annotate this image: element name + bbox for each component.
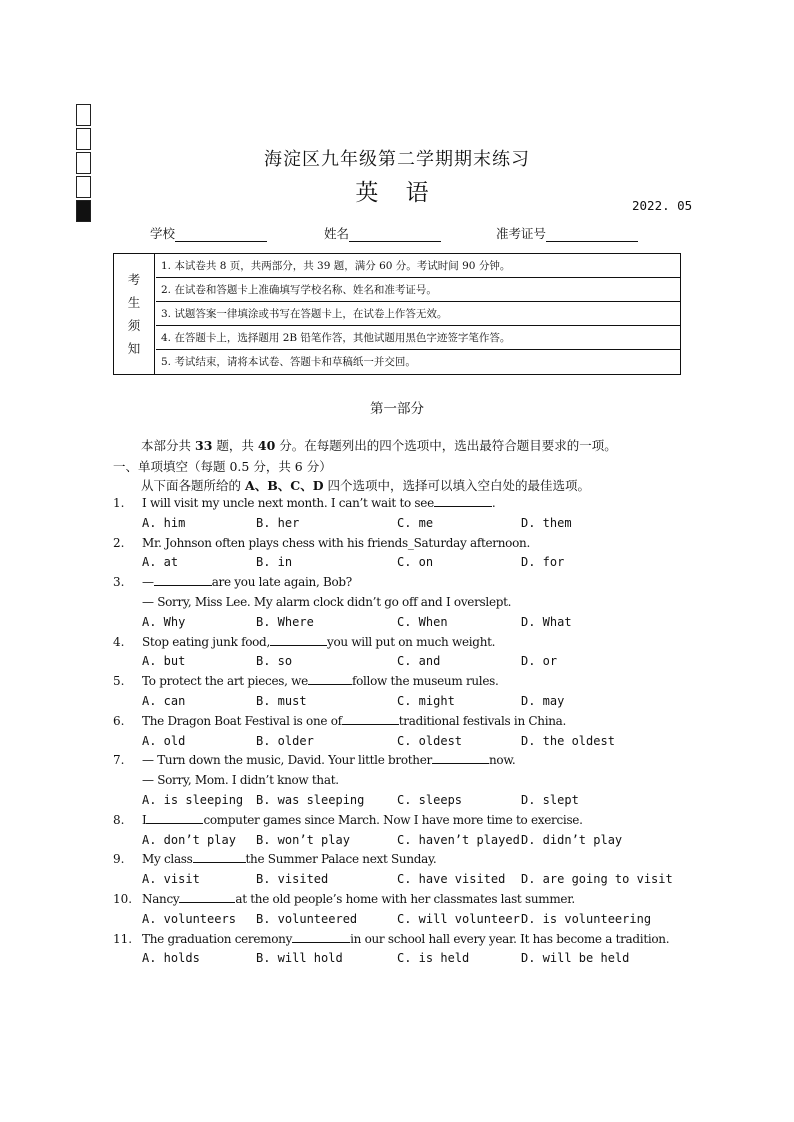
answer-blank[interactable] bbox=[292, 930, 350, 943]
part-instructions bbox=[141, 436, 617, 454]
answer-option[interactable]: D. What bbox=[521, 614, 572, 629]
answer-blank[interactable] bbox=[193, 850, 246, 863]
question-stem-line2 bbox=[113, 593, 673, 613]
question-list bbox=[113, 494, 673, 969]
answer-option[interactable]: C. haven’t played bbox=[397, 832, 520, 847]
school-field-label: 学校 bbox=[150, 226, 176, 241]
notice-item: 2. 在试卷和答题卡上准确填写学校名称、姓名和准考证号。 bbox=[156, 278, 680, 302]
question-text-after: traditional festivals in China. bbox=[398, 713, 567, 728]
answer-option[interactable]: D. or bbox=[521, 654, 558, 669]
answer-option[interactable]: D. didn’t play bbox=[521, 832, 623, 847]
notice-label-char: 生 bbox=[127, 295, 141, 310]
question-text bbox=[142, 633, 495, 653]
answer-option[interactable]: C. might bbox=[397, 693, 455, 708]
answer-option[interactable]: D. are going to visit bbox=[521, 872, 673, 887]
exam-date: 2022. 05 bbox=[632, 198, 693, 213]
answer-option[interactable]: C. have visited bbox=[397, 872, 506, 887]
question-options bbox=[113, 791, 673, 811]
question-number: 2. bbox=[113, 535, 125, 550]
exam-title: 海淀区九年级第二学期期末练习 bbox=[264, 149, 530, 170]
answer-option[interactable]: D. will be held bbox=[521, 951, 630, 966]
question-text-before: I bbox=[142, 812, 147, 827]
instr-text: 分。在每题列出的四个选项中，选出最符合题目要求的一项。 bbox=[279, 438, 617, 453]
answer-blank[interactable] bbox=[146, 811, 203, 824]
question-number: 1. bbox=[113, 496, 125, 510]
answer-option[interactable]: B. won’t play bbox=[256, 832, 350, 847]
question-stem bbox=[113, 494, 673, 514]
notice-item: 3. 试题答案一律填涂或书写在答题卡上，在试卷上作答无效。 bbox=[156, 302, 680, 326]
answer-option[interactable]: A. don’t play bbox=[142, 832, 236, 847]
question-text-after: now. bbox=[488, 753, 516, 768]
answer-option[interactable]: A. holds bbox=[142, 951, 200, 966]
name-field[interactable] bbox=[324, 224, 441, 242]
question-text bbox=[142, 573, 352, 593]
question-stem bbox=[113, 712, 673, 732]
question-stem bbox=[113, 672, 673, 692]
question-text-before: Nancy bbox=[142, 891, 180, 906]
answer-option[interactable]: C. will volunteer bbox=[397, 911, 520, 926]
question-text-before: Stop eating junk food, bbox=[142, 634, 270, 649]
answer-option[interactable]: A. visit bbox=[142, 872, 200, 887]
question-number: 3. bbox=[113, 575, 125, 590]
answer-option[interactable]: B. in bbox=[256, 555, 293, 570]
answer-option[interactable]: B. so bbox=[256, 654, 293, 669]
question-text-after: . bbox=[491, 496, 496, 510]
answer-option[interactable]: A. at bbox=[142, 555, 179, 570]
answer-option[interactable]: B. must bbox=[256, 693, 307, 708]
answer-blank[interactable] bbox=[434, 494, 492, 507]
answer-option[interactable]: C. me bbox=[397, 515, 434, 530]
question-stem bbox=[113, 751, 673, 771]
answer-option[interactable]: B. Where bbox=[256, 614, 314, 629]
notice-item: 1. 本试卷共 8 页，共两部分，共 39 题，满分 60 分。考试时间 90 分钟。 bbox=[156, 254, 680, 278]
section-title: 一、单项填空（每题 0.5 分，共 6 分） bbox=[113, 459, 332, 474]
question-text bbox=[142, 672, 499, 692]
question-options bbox=[113, 831, 673, 851]
answer-option[interactable]: C. oldest bbox=[397, 733, 463, 748]
answer-option[interactable]: C. sleeps bbox=[397, 792, 463, 807]
answer-option[interactable]: B. visited bbox=[256, 872, 329, 887]
question-number: 10. bbox=[113, 891, 133, 906]
answer-blank[interactable] bbox=[270, 633, 327, 646]
question-number: 4. bbox=[113, 634, 125, 649]
question-stem bbox=[113, 850, 673, 870]
notice-list bbox=[156, 254, 680, 374]
question-number: 7. bbox=[113, 753, 125, 768]
school-field[interactable] bbox=[150, 224, 267, 242]
instr-count: 33 bbox=[195, 438, 213, 453]
question-text-after: the Summer Palace next Sunday. bbox=[245, 852, 437, 867]
question-stem bbox=[113, 930, 673, 950]
question-options bbox=[113, 910, 673, 930]
answer-option[interactable]: C. on bbox=[397, 555, 434, 570]
question-text: — Sorry, Miss Lee. My alarm clock didn’t go off and I overslept. bbox=[142, 594, 512, 609]
answer-option[interactable]: B. volunteered bbox=[256, 911, 358, 926]
question-number: 8. bbox=[113, 812, 125, 827]
question-number: 11. bbox=[113, 931, 133, 946]
question-text-after: in our school hall every year. It has become a tradition. bbox=[350, 931, 670, 946]
question-options bbox=[113, 514, 673, 534]
notice-item: 4. 在答题卡上，选择题用 2B 铅笔作答，其他试题用黑色字迹签字笔作答。 bbox=[156, 326, 680, 350]
answer-option[interactable]: C. When bbox=[397, 614, 448, 629]
question-text-before: — bbox=[142, 575, 154, 590]
question-text bbox=[142, 811, 583, 831]
question-options bbox=[113, 732, 673, 752]
question-text-after: computer games since March. Now I have more time to exercise. bbox=[203, 812, 583, 827]
sec-instr-letters: A、B、C、D bbox=[245, 478, 324, 493]
question-text: — Sorry, Mom. I didn’t know that. bbox=[142, 773, 339, 788]
question-text-after: you will put on much weight. bbox=[326, 634, 496, 649]
answer-option[interactable]: A. old bbox=[142, 733, 186, 748]
side-box bbox=[76, 104, 91, 126]
question-stem bbox=[113, 633, 673, 653]
notice-label-char: 须 bbox=[127, 318, 141, 333]
answer-option[interactable]: D. may bbox=[521, 693, 565, 708]
sec-instr-text: 四个选项中，选择可以填入空白处的最佳选项。 bbox=[327, 478, 591, 493]
answer-blank[interactable] bbox=[342, 712, 399, 725]
question-stem bbox=[113, 573, 673, 593]
school-field-line[interactable] bbox=[175, 228, 267, 242]
exam-notice-box bbox=[113, 253, 681, 375]
answer-blank[interactable] bbox=[154, 573, 212, 586]
question-text-before: The graduation ceremony bbox=[142, 931, 293, 946]
answer-option[interactable]: B. older bbox=[256, 733, 314, 748]
answer-option[interactable]: A. can bbox=[142, 693, 186, 708]
answer-blank[interactable] bbox=[432, 751, 489, 764]
question-options bbox=[113, 613, 673, 633]
question-options bbox=[113, 949, 673, 969]
question-text bbox=[142, 712, 566, 732]
answer-option[interactable]: B. was sleeping bbox=[256, 792, 365, 807]
name-field-line[interactable] bbox=[349, 228, 441, 242]
question-text-before: — Turn down the music, David. Your little brother bbox=[142, 753, 432, 768]
answer-option[interactable]: A. is sleeping bbox=[142, 792, 244, 807]
question-stem bbox=[113, 890, 673, 910]
question-text-before: The Dragon Boat Festival is one of bbox=[142, 713, 342, 728]
question-number: 9. bbox=[113, 852, 125, 867]
question-text bbox=[142, 494, 495, 514]
question-text-after: at the old people’s home with her classmates last summer. bbox=[235, 891, 575, 906]
part-title: 第一部分 bbox=[370, 401, 424, 417]
answer-option[interactable]: C. and bbox=[397, 654, 441, 669]
question-text-before: My class bbox=[142, 852, 193, 867]
question-stem bbox=[113, 534, 673, 554]
question-text-before: To protect the art pieces, we bbox=[142, 674, 308, 689]
question-text bbox=[142, 930, 669, 950]
answer-option[interactable]: C. is held bbox=[397, 951, 470, 966]
answer-option[interactable]: D. slept bbox=[521, 792, 579, 807]
answer-option[interactable]: D. them bbox=[521, 515, 572, 530]
question-stem bbox=[113, 811, 673, 831]
id-field-label: 准考证号 bbox=[496, 226, 547, 241]
question-options bbox=[113, 870, 673, 890]
question-options bbox=[113, 652, 673, 672]
answer-option[interactable]: D. for bbox=[521, 555, 565, 570]
instr-text: 本部分共 bbox=[141, 438, 192, 453]
answer-option[interactable]: B. will hold bbox=[256, 951, 343, 966]
answer-blank[interactable] bbox=[179, 890, 235, 903]
question-text bbox=[142, 890, 575, 910]
question-text bbox=[142, 534, 530, 554]
answer-option[interactable]: B. her bbox=[256, 515, 300, 530]
id-field[interactable] bbox=[496, 224, 638, 242]
answer-option[interactable]: A. volunteers bbox=[142, 911, 236, 926]
answer-option[interactable]: D. is volunteering bbox=[521, 911, 652, 926]
question-text-before: Mr. Johnson often plays chess with his friends_Saturday afternoon. bbox=[142, 535, 530, 550]
notice-label bbox=[114, 254, 155, 374]
answer-blank[interactable] bbox=[308, 672, 352, 685]
id-field-line[interactable] bbox=[546, 228, 638, 242]
section-instructions bbox=[141, 476, 590, 494]
name-field-label: 姓名 bbox=[324, 226, 350, 241]
instr-text: 题，共 bbox=[216, 438, 254, 453]
question-text-after: are you late again, Bob? bbox=[211, 575, 352, 590]
question-text-after: follow the museum rules. bbox=[351, 674, 499, 689]
question-options bbox=[113, 553, 673, 573]
question-options bbox=[113, 692, 673, 712]
question-number: 5. bbox=[113, 674, 125, 689]
exam-subject: 英 语 bbox=[355, 180, 439, 206]
question-number: 6. bbox=[113, 713, 125, 728]
answer-option[interactable]: D. the oldest bbox=[521, 733, 615, 748]
answer-option[interactable]: A. but bbox=[142, 654, 186, 669]
question-text bbox=[142, 850, 436, 870]
notice-item: 5. 考试结束，请将本试卷、答题卡和草稿纸一并交回。 bbox=[161, 356, 416, 368]
notice-label-char: 知 bbox=[127, 341, 141, 356]
notice-label-char: 考 bbox=[127, 272, 141, 287]
question-text-before: I will visit my uncle next month. I can’t wait to see bbox=[142, 496, 434, 510]
sec-instr-text: 从下面各题所给的 bbox=[141, 478, 242, 493]
answer-option[interactable]: A. Why bbox=[142, 614, 186, 629]
answer-option[interactable]: A. him bbox=[142, 515, 186, 530]
instr-score: 40 bbox=[257, 438, 276, 453]
question-text bbox=[142, 751, 515, 771]
question-stem-line2 bbox=[113, 771, 673, 791]
